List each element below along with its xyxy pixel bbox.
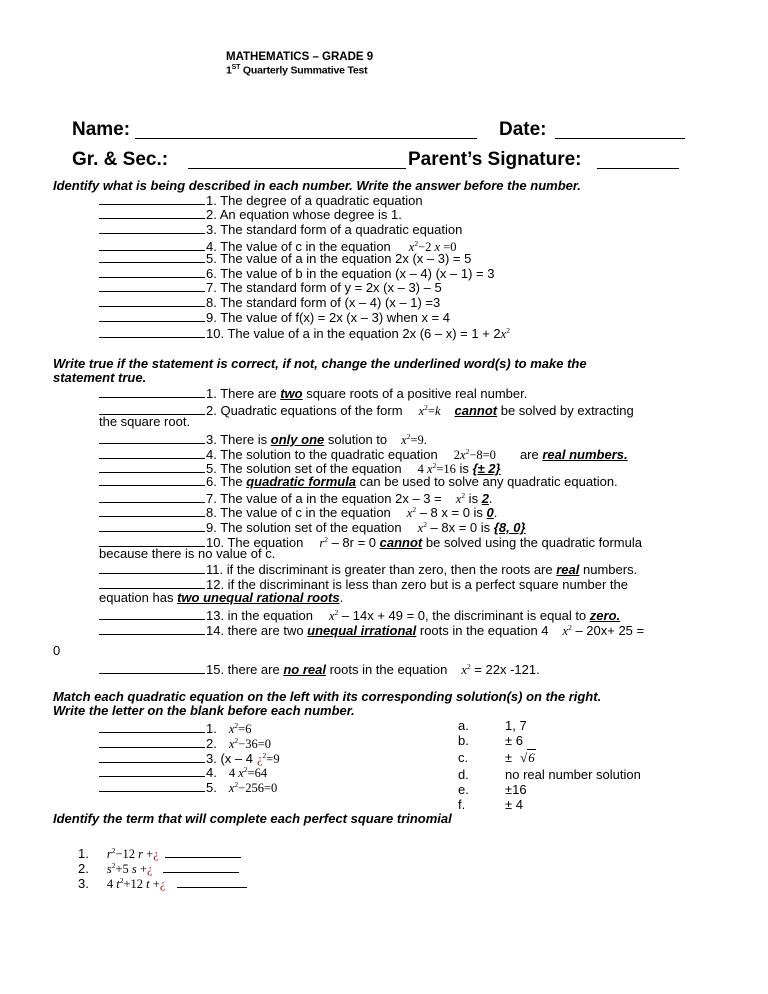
p3-choice-a: 1, 7 (505, 718, 527, 733)
p2-item-2: 2. Quadratic equations of the form $x^2=k$ cannot be solved by extracting (99, 400, 634, 415)
p2-item-14: 14. there are two unequal irrational roots in the equation 4 $x^2 - 20x+ 25$ = (99, 620, 644, 635)
p3-item-1: 1. $x^2=6$ (99, 718, 251, 733)
p3-choice-e-letter: e. (458, 782, 469, 797)
date-blank[interactable] (555, 120, 685, 139)
answer-blank[interactable] (163, 860, 239, 873)
parent-signature-label: Parent’s Signature: (408, 149, 582, 170)
answer-blank[interactable] (99, 519, 205, 532)
p3-choice-c-letter: c. (458, 750, 469, 765)
p3-choice-b-letter: b. (458, 733, 469, 748)
answer-blank[interactable] (99, 431, 205, 444)
p2-item-7: 7. The value of a in the equation $2x - 3 = x^2$ is 2. (99, 488, 493, 503)
p2-item-8: 8. The value of c in the equation $x^2 - 8$ x = 0 is 0. (99, 502, 497, 517)
part3-instruction-1: Match each quadratic equation on the left with its corresponding solution(s) on the right. (53, 689, 602, 704)
p1-item-7: 7. The standard form of y = 2x (x – 3) – 5 (99, 279, 442, 294)
test-subtitle: 1ST Quarterly Summative Test (226, 64, 368, 77)
part3-instruction-2: Write the letter on the blank before each number. (53, 703, 355, 718)
answer-blank[interactable] (99, 576, 205, 589)
answer-blank[interactable] (99, 622, 205, 635)
p1-item-6: 6. The value of b in the equation (x – 4) (x – 1) = 3 (99, 265, 494, 280)
grsec-blank[interactable] (188, 150, 406, 169)
p2-item-4: 4. The solution to the quadratic equation $2x^2-8=0$ are real numbers. (99, 444, 628, 459)
p2-item-11: 11. if the discriminant is greater than zero, then the roots are real numbers. (99, 561, 637, 576)
p3-choice-d-letter: d. (458, 767, 469, 782)
part4-instruction: Identify the term that will complete each perfect square trinomial (53, 811, 452, 826)
part2-instruction-2: statement true. (53, 370, 147, 385)
p3-item-4: 4. 4 $x^2=64$ (99, 762, 267, 777)
answer-blank[interactable] (99, 385, 205, 398)
answer-blank[interactable] (99, 221, 205, 234)
answer-blank[interactable] (177, 875, 247, 888)
date-label: Date: (499, 119, 547, 140)
answer-blank[interactable] (99, 779, 205, 792)
p2-item-10-cont: because there is no value of c. (99, 546, 276, 561)
name-blank[interactable] (135, 120, 477, 139)
p2-item-13: 13. in the equation $x^2 - 14x + 49 = 0$, the discriminant is equal to zero. (99, 605, 620, 620)
part1-instruction: Identify what is being described in each number. Write the answer before the number. (53, 178, 581, 193)
answer-blank[interactable] (99, 206, 205, 219)
answer-blank[interactable] (99, 309, 205, 322)
p3-item-5: 5. $x^2-256=0$ (99, 777, 277, 792)
p2-item-9: 9. The solution set of the equation $x^2 - 8x = 0$ is {8, 0} (99, 517, 526, 532)
p3-choice-f: ± 4 (505, 797, 523, 812)
answer-blank[interactable] (99, 265, 205, 278)
p1-item-3: 3. The standard form of a quadratic equation (99, 221, 462, 236)
answer-blank[interactable] (99, 720, 205, 733)
p4-item-2: 2. $s^2+5$ s +¿ (78, 858, 239, 873)
p3-choice-a-letter: a. (458, 718, 469, 733)
test-title: MATHEMATICS – GRADE 9 (226, 51, 374, 63)
p3-choice-b: ± 6 (505, 733, 523, 748)
answer-blank[interactable] (165, 845, 241, 858)
p1-item-5: 5. The value of a in the equation 2x (x – 3) = 5 (99, 250, 471, 265)
grsec-label: Gr. & Sec.: (72, 149, 169, 170)
p2-item-6: 6. The quadratic formula can be used to solve any quadratic equation. (99, 473, 618, 488)
p1-item-4: 4. The value of c in the equation $x^2-2$ x =0 (99, 236, 457, 251)
p2-item-15: 15. there are no real roots in the equation $x^2 = 22x$ -121. (99, 659, 540, 674)
answer-blank[interactable] (99, 460, 205, 473)
p3-item-3: 3. (x – 4 ¿$^2$=9 (99, 748, 280, 763)
p3-choice-c: ± √6 (505, 750, 535, 765)
p2-item-10: 10. The equation $r^2 - 8r = 0$ cannot be solved using the quadratic formula (99, 532, 642, 547)
sqrt-six: √6 (520, 750, 535, 765)
p3-item-2: 2. $x^2-36=0$ (99, 733, 271, 748)
answer-blank[interactable] (99, 561, 205, 574)
p2-item-5: 5. The solution set of the equation 4 $x^2=16$ is {± 2} (99, 458, 501, 473)
answer-blank[interactable] (99, 607, 205, 620)
p2-item-12: 12. if the discriminant is less than zero but is a perfect square number the (99, 576, 628, 591)
name-field: Name: (72, 119, 131, 140)
p2-item-2-cont: the square root. (99, 414, 191, 429)
answer-blank[interactable] (99, 764, 205, 777)
answer-blank[interactable] (99, 473, 205, 486)
p4-item-1: 1. $r^2-12$ r +¿ (78, 843, 241, 858)
p2-item-12-cont: equation has two unequal rational roots. (99, 590, 344, 605)
answer-blank[interactable] (99, 250, 205, 263)
p2-item-3: 3. There is only one solution to $x^2=9$. (99, 429, 427, 444)
answer-blank[interactable] (99, 325, 205, 338)
equation: $x^2-2$ x =0 (408, 239, 457, 255)
answer-blank[interactable] (99, 735, 205, 748)
p1-item-9: 9. The value of f(x) = 2x (x – 3) when x = 4 (99, 309, 450, 324)
parent-signature-blank[interactable] (597, 150, 679, 169)
p4-item-3: 3. 4 $t^2+12$ t +¿ (78, 873, 247, 888)
p3-choice-f-letter: f. (458, 797, 466, 812)
p1-item-1: 1. The degree of a quadratic equation (99, 192, 423, 207)
p2-item-1: 1. There are two square roots of a positive real number. (99, 385, 527, 400)
answer-blank[interactable] (99, 504, 205, 517)
answer-blank[interactable] (99, 661, 205, 674)
p3-choice-d: no real number solution (505, 767, 641, 782)
answer-blank[interactable] (99, 279, 205, 292)
p1-item-10: 10. The value of a in the equation 2x $(6 - x) = 1 + 2x^2$ (99, 323, 510, 338)
p1-item-8: 8. The standard form of (x – 4) (x – 1) =3 (99, 294, 440, 309)
p2-item-14-cont: 0 (53, 643, 61, 658)
p1-item-2: 2. An equation whose degree is 1. (99, 206, 402, 221)
p3-choice-e: ±16 (505, 782, 527, 797)
part2-instruction-1: Write true if the statement is correct, if not, change the underlined word(s) to make the (53, 356, 587, 371)
answer-blank[interactable] (99, 294, 205, 307)
answer-blank[interactable] (99, 192, 205, 205)
